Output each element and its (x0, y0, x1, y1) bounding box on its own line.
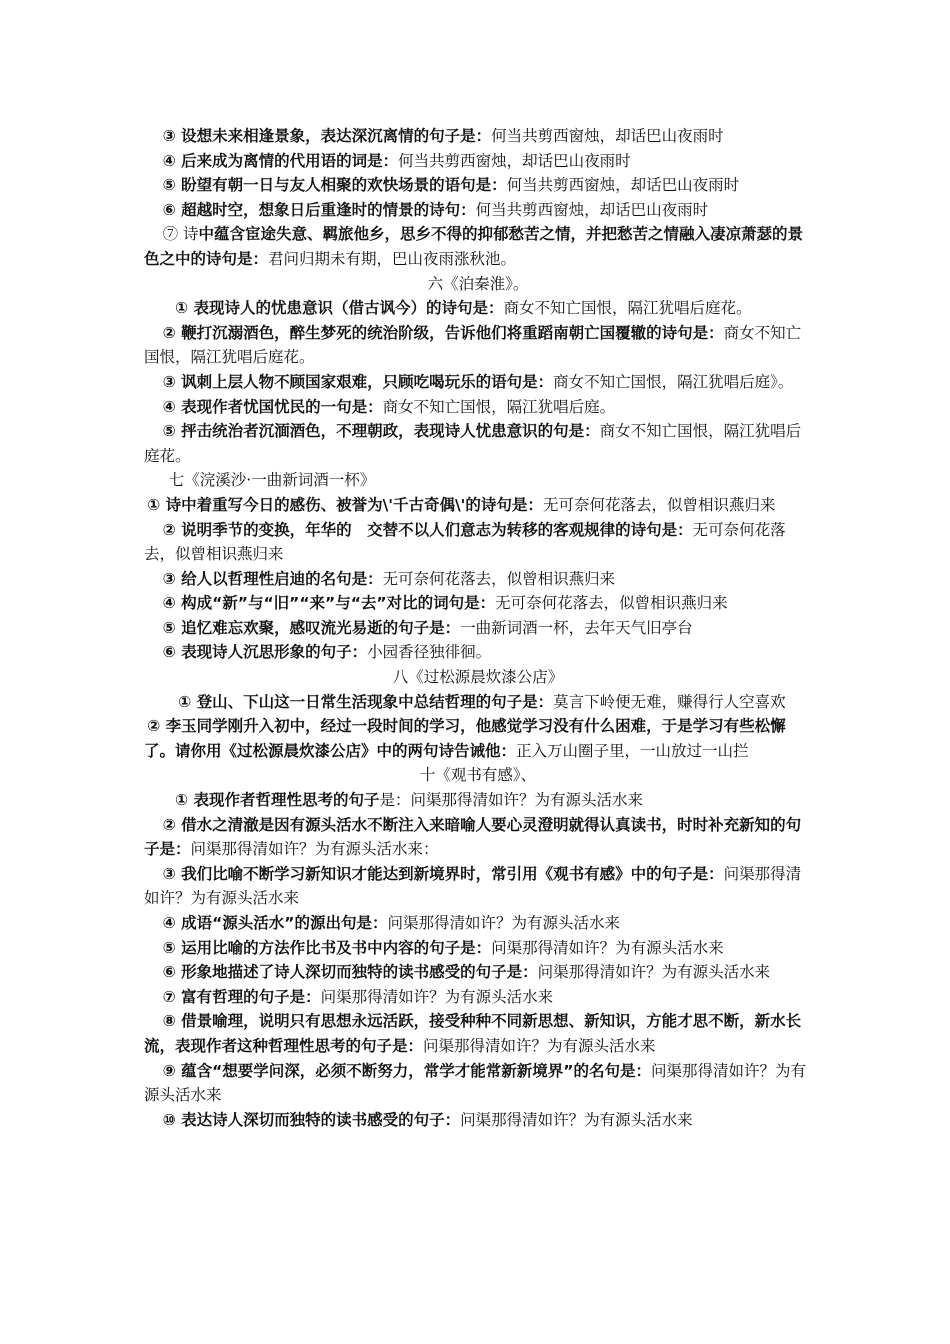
list-item: ④ 成语“源头活水”的源出句是：问渠那得清如许？为有源头活水来 (162, 914, 621, 932)
list-item: ⑥ 表现诗人沉思形象的句子：小园香径独徘徊。 (162, 643, 492, 662)
list-item: ② 借水之清澈是因有源头活水不断注入来暗喻人要心灵澄明就得认真读书，时时补充新知的句子是：问渠那得清如许？为有源头活水来： (144, 815, 802, 859)
section-heading: 八《过松源晨炊漆公店》 (392, 668, 564, 687)
list-item: ⑥ 形象地描述了诗人深切而独特的读书感受的句子是：问渠那得清如许？为有源头活水来 (162, 963, 771, 982)
list-item: ③ 讽刺上层人物不顾国家艰难，只顾吃喝玩乐的语句是：商女不知亡国恨，隔江犹唱后庭》。 (162, 372, 794, 391)
list-item: ⑨ 蕴含“想要学问深，必须不断努力，常学才能常新新境界”的名句是：问渠那得清如许？为有源头活水来 (144, 1061, 807, 1105)
list-item: ④ 表现作者忧国忧民的一句是：商女不知亡国恨，隔江犹唱后庭。 (162, 397, 616, 416)
list-item: ② 李玉同学刚升入初中，经过一段时间的学习，他感觉学习没有什么困难，于是学习有些松懈了。请你用《过松源晨炊漆公店》中的两句诗告诫他：正入万山圈子里，一山放过一山拦 (144, 717, 786, 760)
list-item: ⑩ 表达诗人深切而独特的读书感受的句子：问渠那得清如许？为有源头活水来 (162, 1110, 693, 1129)
list-item: ⑤ 追忆难忘欢聚，感叹流光易逝的句子是：一曲新词酒一杯，去年天气旧亭台 (162, 618, 693, 637)
list-item: ② 说明季节的变换，年华的 交替不以人们意志为转移的客观规律的诗句是：无可奈何花落去，似曾相识燕归来 (144, 520, 786, 564)
section-heading: 六《泊秦淮》。 (427, 274, 529, 293)
list-item: ⑦ 诗中蕴含宦途失意、羁旅他乡，思乡不得的抑郁愁苦之情，并把愁苦之情融入凄凉萧瑟的景色之中的诗句是：君问归期未有期，巴山夜雨涨秋池。 (144, 225, 804, 268)
list-item: ⑤ 运用比喻的方法作比书及书中内容的句子是：问渠那得清如许？为有源头活水来 (162, 938, 724, 957)
list-item: ⑧ 借景喻理，说明只有思想永远活跃，接受种种不同新思想、新知识，方能才思不断，新水长流，表现作者这种哲理性思考的句子是：问渠那得清如许？为有源头活水来 (144, 1012, 802, 1055)
section-heading: 十《观书有感》、 (419, 766, 537, 785)
list-item: ① 表现诗人的忧患意识（借古讽今）的诗句是：商女不知亡国恨，隔江犹唱后庭花。 (175, 299, 752, 318)
list-item: ① 诗中着重写今日的感伤、被誉为\'千古奇偶\'的诗句是：无可奈何花落去，似曾相识燕归来 (147, 495, 776, 514)
list-item: ③ 我们比喻不断学习新知识才能达到新境界时，常引用《观书有感》中的句子是：问渠那得清如许？为有源头活水来 (144, 864, 802, 908)
list-item: ⑥ 超越时空，想象日后重逢时的情景的诗句：何当共剪西窗烛，却话巴山夜雨时 (162, 200, 709, 219)
document-page (144, 124, 812, 1132)
list-item: ② 鞭打沉溺酒色，醉生梦死的统治阶级，告诉他们将重蹈南朝亡国覆辙的诗句是：商女不知亡国恨，隔江犹唱后庭花。 (144, 323, 802, 367)
list-item: ④ 构成“新”与“旧”“来”与“去”对比的词句是：无可奈何花落去，似曾相识燕归来 (162, 594, 728, 613)
list-item: ① 登山、下山这一日常生活现象中总结哲理的句子是：莫言下岭便无难，赚得行人空喜欢 (178, 692, 786, 711)
list-item: ③ 给人以哲理性启迪的名句是：无可奈何花落去，似曾相识燕归来 (162, 569, 616, 588)
section-heading: 七《浣溪沙·一曲新词酒一杯》 (168, 471, 376, 490)
list-item: ④ 后来成为离情的代用语的词是：何当共剪西窗烛，却话巴山夜雨时 (162, 151, 631, 170)
list-item: ③ 设想未来相逢景象，表达深沉离情的句子是：何当共剪西窗烛，却话巴山夜雨时 (162, 127, 724, 145)
list-item: ⑤ 盼望有朝一日与友人相聚的欢快场景的语句是：何当共剪西窗烛，却话巴山夜雨时 (162, 176, 740, 195)
list-item: ① 表现作者哲理性思考的句子是：问渠那得清如许？为有源头活水来 (175, 791, 644, 810)
list-item: ⑦ 富有哲理的句子是：问渠那得清如许？为有源头活水来 (162, 987, 554, 1006)
list-item: ⑤ 抨击统治者沉湎酒色，不理朝政，表现诗人忧患意识的句是：商女不知亡国恨，隔江犹唱后庭花。 (144, 422, 802, 465)
